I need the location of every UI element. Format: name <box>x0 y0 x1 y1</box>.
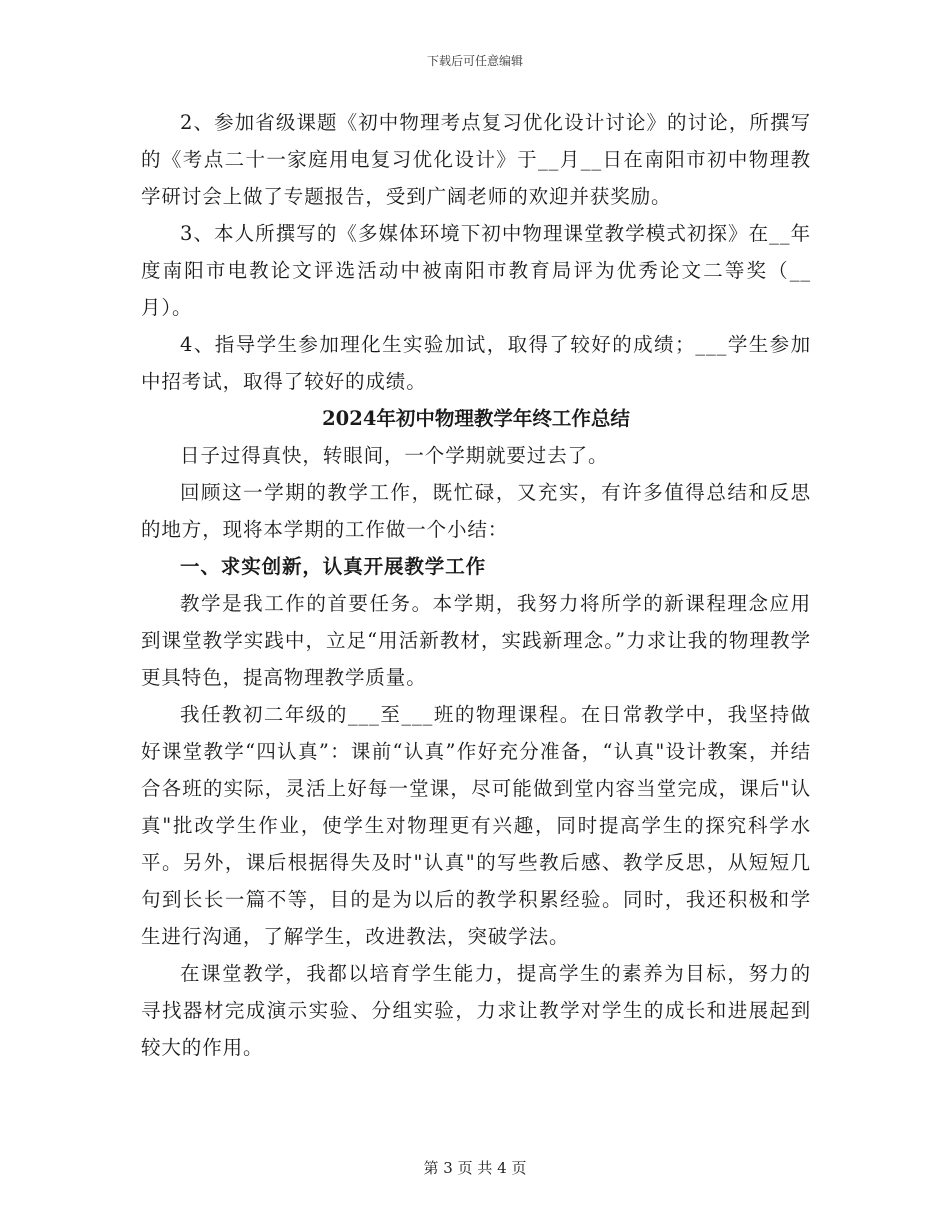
section-paragraph: 教学是我工作的首要任务。本学期，我努力将所学的新课程理念应用到课堂教学实践中，立足“用活新教材，实践新理念。”力求让我的物理教学更具特色，提高物理教学质量。 <box>141 592 811 689</box>
page-header: 下载后可任意编辑 <box>426 54 523 68</box>
section-heading: 一、求实创新，认真开展教学工作 <box>180 555 487 578</box>
intro-paragraph: 日子过得真快，转眼间，一个学期就要过去了。 <box>180 444 609 467</box>
page-footer: 第 3 页 共 4 页 <box>423 1159 527 1177</box>
paragraph-item-2: 2、参加省级课题《初中物理考点复习优化设计讨论》的讨论，所撰写的《考点二十一家庭用电复习优化设计》于__月__日在南阳市初中物理教学研讨会上做了专题报告，受到广阔老师的欢迎并获奖励。 <box>141 111 811 208</box>
section-paragraph: 在课堂教学，我都以培育学生能力，提高学生的素养为目标，努力的寻找器材完成演示实验、分组实验，力求让教学对学生的成长和进展起到较大的作用。 <box>141 962 811 1059</box>
paragraph-item-3: 3、本人所撰写的《多媒体环境下初中物理课堂教学模式初探》在__年度南阳市电教论文评选活动中被南阳市教育局评为优秀论文二等奖（__月）。 <box>141 222 811 319</box>
document-title: 2024年初中物理教学年终工作总结 <box>322 407 630 430</box>
intro-paragraph: 回顾这一学期的教学工作，既忙碌，又充实，有许多值得总结和反思的地方，现将本学期的工作做一个小结： <box>141 481 811 541</box>
paragraph-item-4: 4、指导学生参加理化生实验加试，取得了较好的成绩；___学生参加中招考试，取得了较好的成绩。 <box>141 333 811 393</box>
section-paragraph: 我任教初二年级的___至___班的物理课程。在日常教学中，我坚持做好课堂教学“四认真”：课前“认真”作好充分准备，“认真"设计教案，并结合各班的实际，灵活上好每一堂课，尽可能做到堂内容当堂完成，课后"认真"批改学生作业，使学生对物理更有兴趣，同时提高学生的探究科学水平。另外，课后根据得失及时"认真"的写些教后感、教学反思，从短短几句到长长一篇不等，目的是为以后的教学积累经验。同时，我还积极和学生进行沟通，了解学生，改进教法，突破学法。 <box>141 703 811 948</box>
document-body <box>141 104 811 1066</box>
